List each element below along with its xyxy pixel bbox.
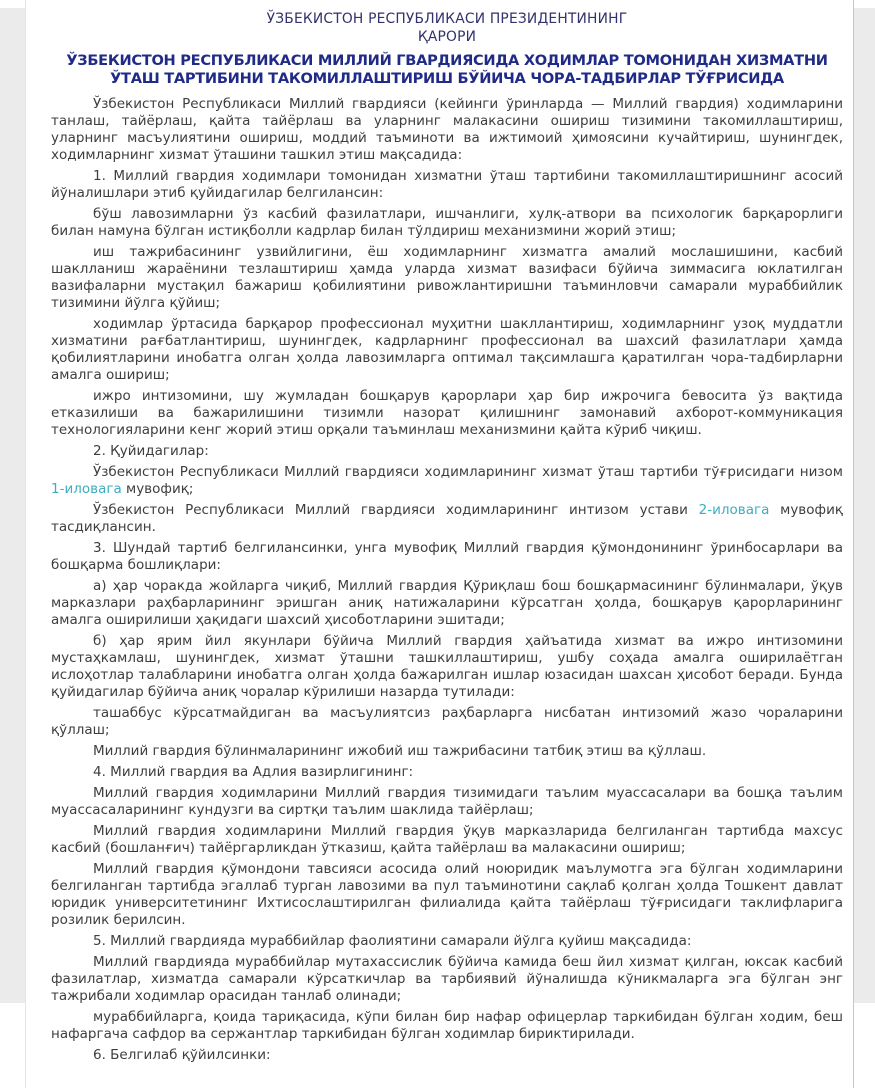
paragraph: 6. Белгилаб қўйилсинки: <box>93 1047 271 1063</box>
paragraph: 1. Миллий гвардия ходимлари томонидан хизматни ўташ тартибини такомиллаштиришнинг асосий йўналишлари этиб қуйидагилар белгилансин: <box>51 168 843 201</box>
annex-1-link[interactable]: 1-иловага <box>51 481 122 497</box>
paragraph: иш тажрибасининг узвийлигини, ёш ходимларнинг хизматга амалий мослашишини, касбий шаклланиш жараёнини тезлаштириш ҳамда уларда хизмат вазифаси бўйича зиммасига юклатилган вазифаларни мустақил бажариш қобилиятини ривожлантиришни таъминловчи самарали мураббийлик тизимини йўлга қўйиш; <box>51 244 843 311</box>
paragraph: 3. Шундай тартиб белгилансинки, унга мувофиқ Миллий гвардия қўмондонининг ўринбосарлари ва бошқарма бошлиқлари: <box>51 540 843 573</box>
paragraph: Миллий гвардия ходимларини Миллий гвардия ўқув марказларида белгиланган тартибда махсус касбий (бошланғич) тайёргарликдан ўтказиш, қайта тайёрлаш ва малакасини ошириш; <box>51 823 843 856</box>
paragraph: Ўзбекистон Республикаси Миллий гвардияси ходимларининг интизом устави 2-иловага мувофиқ тасдиқлансин. <box>51 502 843 535</box>
paragraph: Миллий гвардия бўлинмаларининг ижобий иш тажрибасини татбиқ этиш ва қўллаш. <box>93 743 707 759</box>
document-card <box>25 0 854 1088</box>
document-body <box>51 96 843 1064</box>
paragraph: Ўзбекистон Республикаси Миллий гвардияси (кейинги ўринларда — Миллий гвардия) ходимларини танлаш, тайёрлаш, қайта тайёрлаш ва уларнинг малакасини ошириш тизимини такомиллаштириш, уларнинг масъулиятини ошириш, моддий таъминоти ва ижтимоий ҳимоясини кучайтириш, шунингдек, ходимларнинг хизмат ўташини ташкил этиш мақсадида: <box>51 96 843 163</box>
paragraph: Миллий гвардияда мураббийлар мутахассислик бўйича камида беш йил хизмат қилган, юксак касбий фазилатлар, хизматда самарали кўрсаткичлар ва тарбиявий йўналишда кўникмаларга эга бўлган энг тажрибали ходимлар орасидан танлаб олинади; <box>51 954 843 1004</box>
paragraph: 4. Миллий гвардия ва Адлия вазирлигининг: <box>93 764 414 780</box>
kicker-line-2: ҚАРОРИ <box>417 29 477 45</box>
paragraph: б) ҳар ярим йил якунлари бўйича Миллий гвардия ҳайъатида хизмат ва ижро интизомини мустаҳкамлаш, шунингдек, хизмат ўташни ташкиллаштириш, ушбу соҳада амалга оширилаётган ислоҳотлар талабларини инобатга олган ҳолда бажарилган ишлар юзасидан шахсан ҳисобот беради. Бунда қуйидагилар бўйича аниқ чоралар кўрилиши назарда тутилади: <box>51 633 843 700</box>
paragraph: бўш лавозимларни ўз касбий фазилатлари, ишчанлиги, хулқ-атвори ва психологик барқарорлиги билан намуна бўлган истиқболли кадрлар билан тўлдириш механизмини жорий этиш; <box>51 206 843 239</box>
paragraph: Миллий гвардия қўмондони тавсияси асосида олий ноюридик маълумотга эга бўлган ходимларини белгиланган тартибда эгаллаб турган лавозими ва пул таъминотини сақлаб қолган ҳолда Тошкент давлат юридик университетининг Ихтисослаштирилган филиалида қайта тайёрлаш тўғрисидаги таклифларига розилик берилсин. <box>51 861 843 928</box>
kicker-line-1: ЎЗБЕКИСТОН РЕСПУБЛИКАСИ ПРЕЗИДЕНТИНИНГ <box>266 11 628 27</box>
paragraph: ижро интизомини, шу жумладан бошқарув қарорлари ҳар бир ижрочига бевосита ўз вақтида етказилиши ва бажарилишини тизимли назорат қилишнинг замонавий ахборот-коммуникация технологияларини кенг жорий этиш орқали таъминлаш механизмини қайта кўриб чиқиш. <box>51 388 843 438</box>
paragraph: мураббийларга, қоида тариқасида, кўпи билан бир нафар офицерлар таркибидан бўлган ходим, беш нафаргача сафдор ва сержантлар таркибидан бўлган ходимлар бириктирилади. <box>51 1009 843 1042</box>
paragraph: а) ҳар чоракда жойларга чиқиб, Миллий гвардия Қўриқлаш бош бошқармасининг бўлинмалари, ўқув марказлари раҳбарларининг эришган аниқ натижаларини кўрсатган ҳолда, бошқарув қарорларининг амалга оширилиши ҳақидаги шахсий ҳисоботларини эшитади; <box>51 578 843 628</box>
paragraph: Миллий гвардия ходимларини Миллий гвардия тизимидаги таълим муассасалари ва бошқа таълим муассасаларининг кундузги ва сиртқи таълим шаклида тайёрлаш; <box>51 785 843 818</box>
paragraph: ташаббус кўрсатмайдиган ва масъулиятсиз раҳбарларга нисбатан интизомий жазо чораларини қўллаш; <box>51 705 843 738</box>
document-title: ЎЗБЕКИСТОН РЕСПУБЛИКАСИ МИЛЛИЙ ГВАРДИЯСИДА ХОДИМЛАР ТОМОНИДАН ХИЗМАТНИ ЎТАШ ТАРТИБИНИ ТАКОМИЛЛАШТИРИШ БЎЙИЧА ЧОРА-ТАДБИРЛАР ТЎҒРИСИДА <box>66 52 828 87</box>
paragraph: 2. Қуйидагилар: <box>93 443 209 459</box>
annex-2-link[interactable]: 2-иловага <box>698 502 770 518</box>
paragraph: Ўзбекистон Республикаси Миллий гвардияси ходимларининг хизмат ўташ тартиби тўғрисидаги низом 1-иловага мувофиқ; <box>51 464 843 497</box>
paragraph: 5. Миллий гвардияда мураббийлар фаолиятини самарали йўлга қуйиш мақсадида: <box>93 933 692 949</box>
paragraph: ходимлар ўртасида барқарор профессионал муҳитни шакллантириш, ходимларнинг узоқ муддатли хизматини рағбатлантириш, шунингдек, кадрларнинг профессионал ва шахсий фазилатлари ҳамда қобилиятларини инобатга олган ҳолда лавозимларга оптимал тақсимлашга қаратилган чора-тадбирларни амалга ошириш; <box>51 316 843 383</box>
document-kicker <box>51 10 843 46</box>
